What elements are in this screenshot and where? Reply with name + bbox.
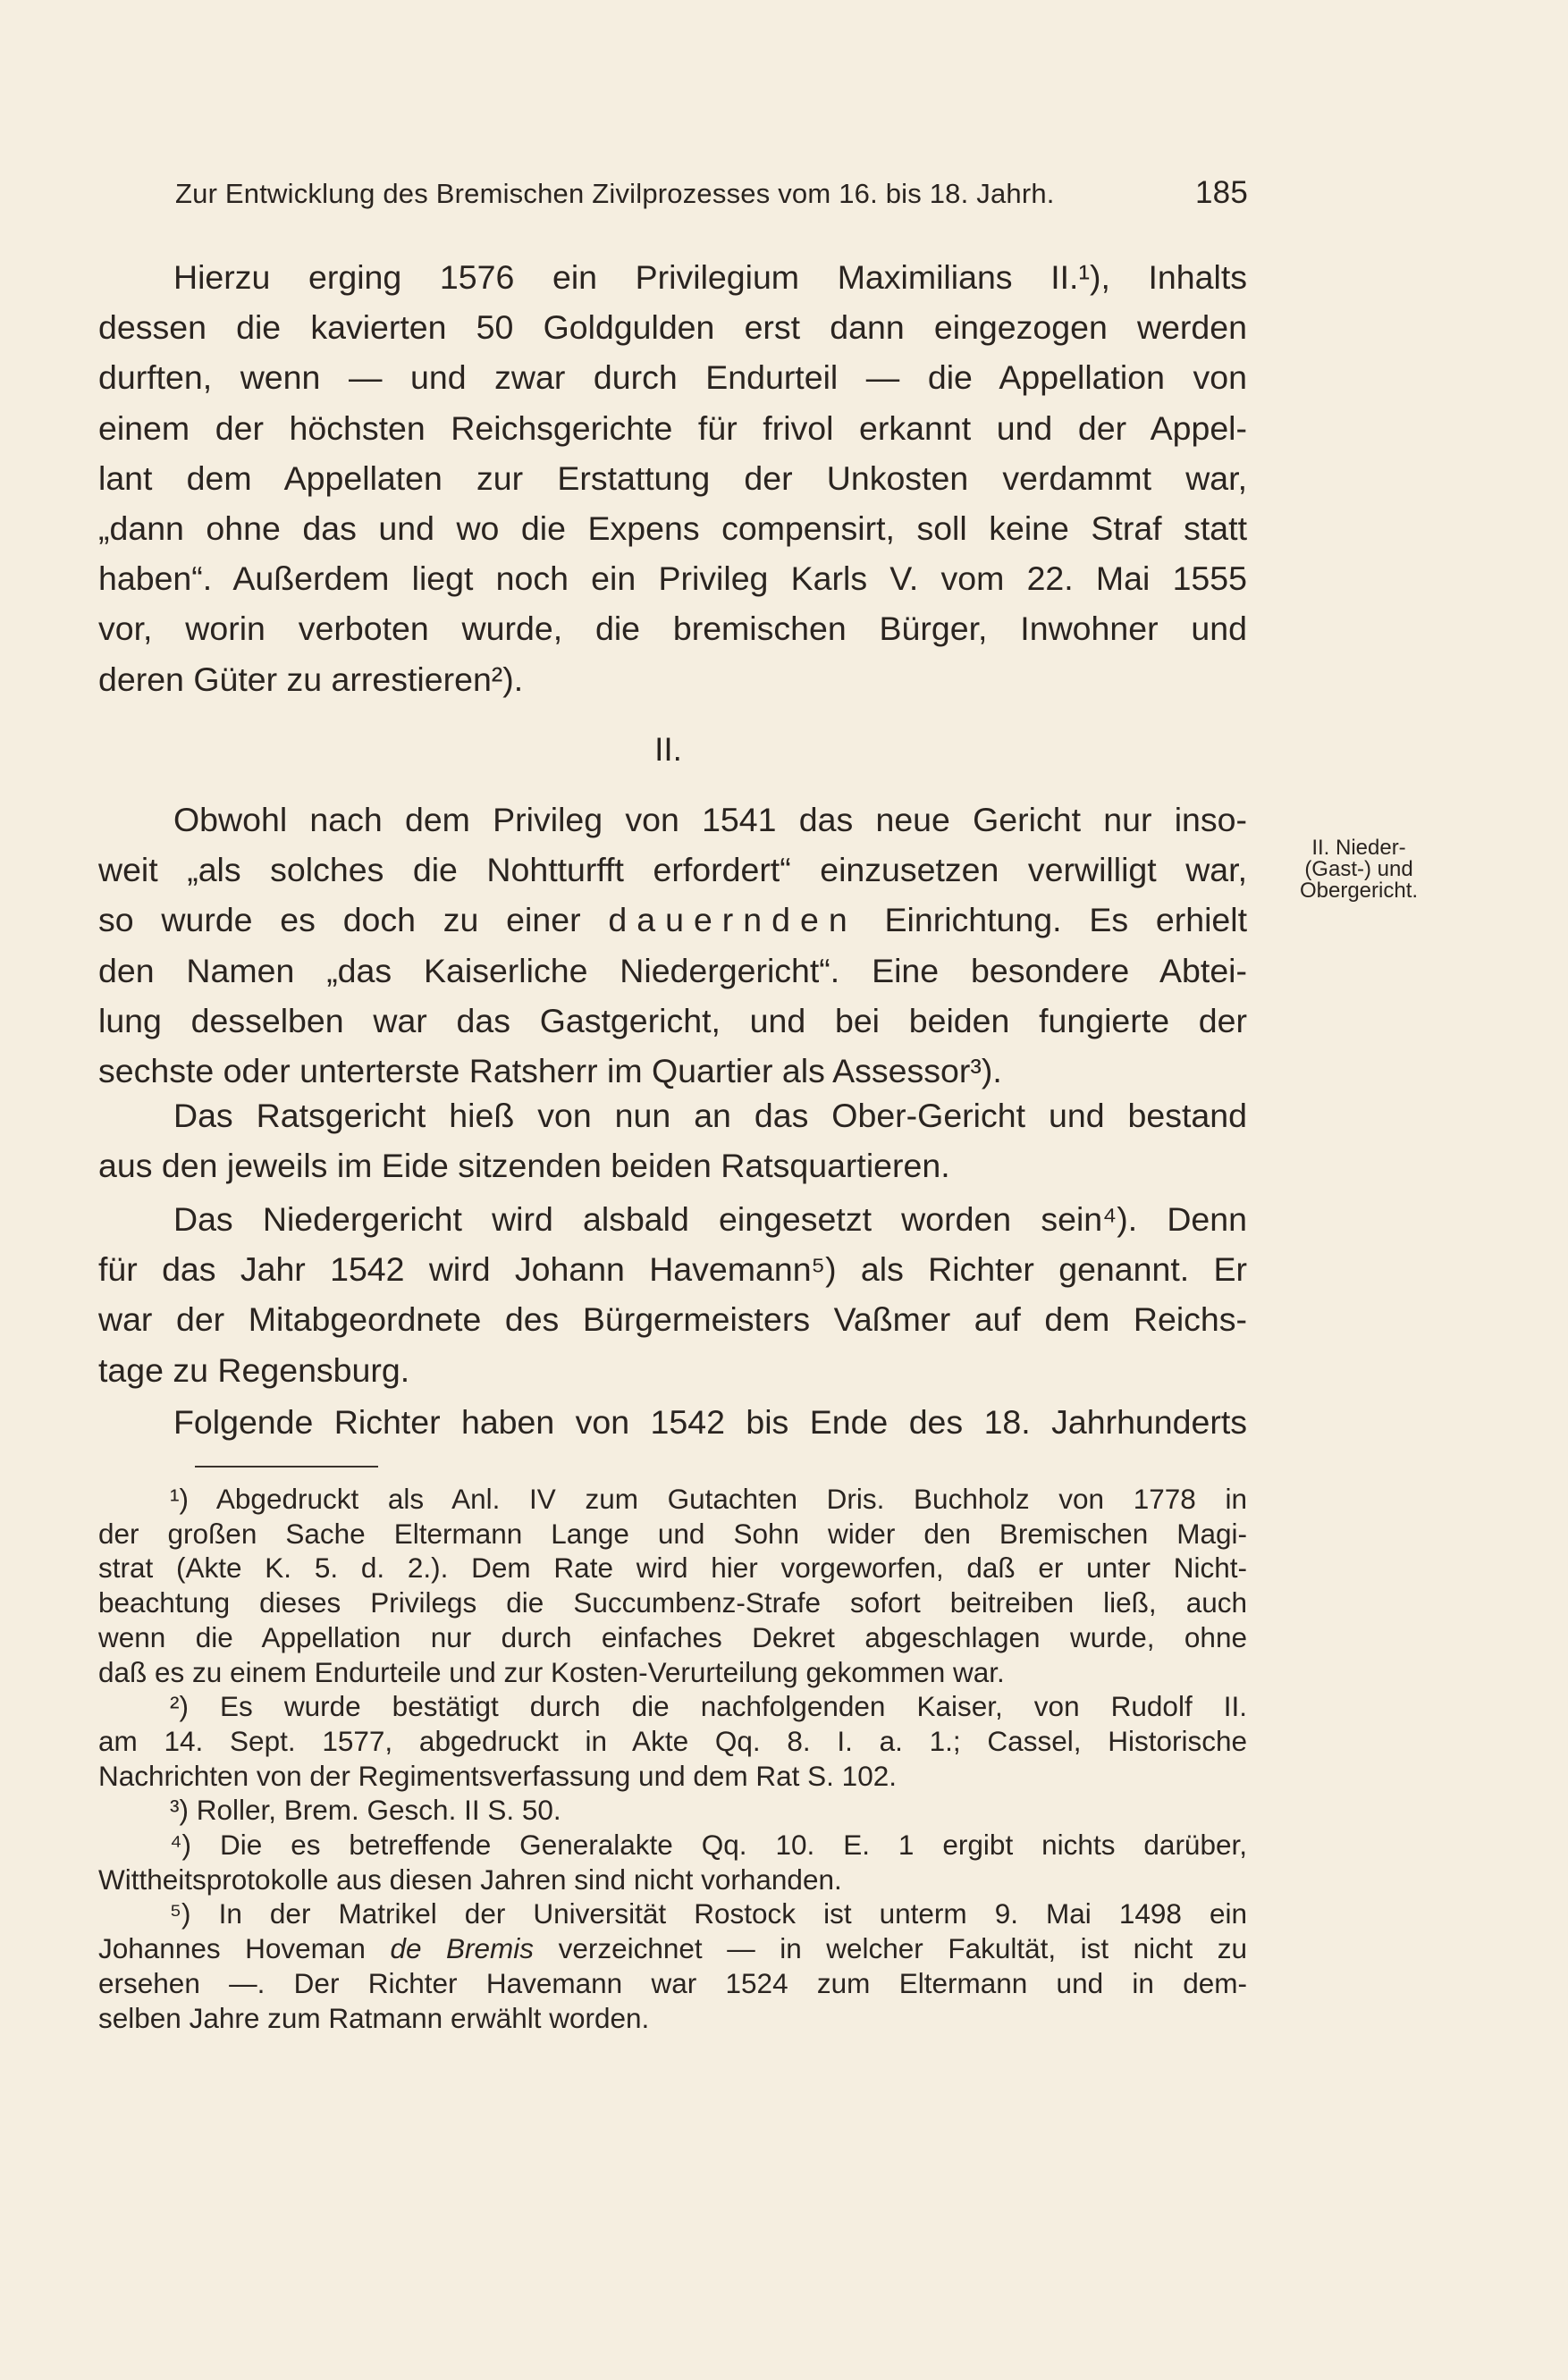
footnote-line: am 14. Sept. 1577, abgedruckt in Akte Qq. 8. I. a. 1.; Cassel, Historische [98,1724,1247,1757]
footnote-3 [98,1793,1247,1828]
margin-note-line: Obergericht. [1299,879,1419,903]
text-line: Obwohl nach dem Privileg von 1541 das neue Gericht nur inso- [173,801,1247,838]
text-line: deren Güter zu arrestieren²). [98,660,524,698]
footnote-line: Nachrichten von der Regimentsverfassung und dem Rat S. 102. [98,1759,897,1792]
text-line: „dann ohne das und wo die Expens compensirt, soll keine Straf statt [98,509,1247,548]
footnote-line: beachtung dieses Privilegs die Succumbenz-Strafe sofort beitreiben ließ, auch [98,1586,1247,1619]
margin-note-line: (Gast-) und [1304,857,1413,881]
footnote-line: ⁴) Die es betreffende Generalakte Qq. 10. E. 1 ergibt nichts darüber, [170,1829,1247,1862]
footnote-4 [98,1828,1247,1896]
paragraph-4 [98,1194,1247,1395]
footnote-1 [98,1482,1247,1689]
text-line: Das Niedergericht wird alsbald eingesetzt worden sein⁴). Denn [173,1200,1247,1238]
footnote-line [98,1931,1247,1966]
text-line: weit „als solches die Nohtturfft erfordert“ einzusetzen verwilligt war, [98,851,1247,889]
text-line: den Namen „das Kaiserliche Niedergericht“. Eine besondere Abtei- [98,951,1247,989]
section-heading: II. [654,731,682,768]
page-number: 185 [1195,175,1248,210]
text-line: Das Ratsgericht hieß von nun an das Ober-Gericht und bestand [173,1097,1247,1134]
running-title: Zur Entwicklung des Bremischen Zivilprozesses vom 16. bis 18. Jahrh. [175,178,1055,209]
margin-note-line: II. Nieder- [1311,836,1406,860]
text-line: einem der höchsten Reichsgerichte für frivol erkannt und der Appel- [98,408,1247,447]
text-line: für das Jahr 1542 wird Johann Havemann⁵) als Richter genannt. Er [98,1250,1247,1289]
text-line: sechste oder unterterste Ratsherr im Quartier als Assessor³). [98,1052,1002,1090]
footnote-line: selben Jahre zum Ratmann erwählt worden. [98,2001,650,2034]
footnote-line: strat (Akte K. 5. d. 2.). Dem Rate wird hier vorgeworfen, daß er unter Nicht- [98,1552,1247,1585]
text-line: Hierzu erging 1576 ein Privilegium Maximilians II.¹), Inhalts [173,258,1247,296]
paragraph-2 [98,795,1247,1096]
footnote-line: ²) Es wurde bestätigt durch die nachfolgenden Kaiser, von Rudolf II. [170,1690,1247,1723]
paragraph-5 [98,1397,1247,1447]
text-line: haben“. Außerdem liegt noch ein Privileg Karls V. vom 22. Mai 1555 [98,559,1247,598]
footnote-line: ersehen —. Der Richter Havemann war 1524 zum Eltermann und in dem- [98,1966,1247,1999]
text-line: vor, worin verboten wurde, die bremischen Bürger, Inwohner und [98,610,1247,648]
text-line: tage zu Regensburg. [98,1350,410,1389]
footnote-line: daß es zu einem Endurteile und zur Kosten-Verurteilung gekommen war. [98,1655,1005,1688]
text-line: Folgende Richter haben von 1542 bis Ende des 18. Jahrhunderts [173,1403,1247,1441]
text-line [98,895,1247,945]
text-line: lant dem Appellaten zur Erstattung der Unkosten verdammt war, [98,458,1247,497]
footnotes [98,1482,1247,2035]
paragraph-3 [98,1090,1247,1190]
text-line: aus den jeweils im Eide sitzenden beiden Ratsquartieren. [98,1147,950,1185]
italic-fragment: de Bremis [390,1932,535,1965]
footnote-line: wenn die Appellation nur durch einfaches Dekret abgeschlagen wurde, ohne [98,1620,1247,1653]
spaced-emphasis: dauernden [608,901,857,939]
text-line: dessen die kavierten 50 Goldgulden erst dann eingezogen werden [98,308,1247,347]
footnote-line: ³) Roller, Brem. Gesch. II S. 50. [170,1794,561,1827]
text-fragment: Einrichtung. Es erhielt [884,901,1248,939]
footnote-line: ¹) Abgedruckt als Anl. IV zum Gutachten Dris. Buchholz von 1778 in [170,1483,1247,1515]
footnote-divider [195,1466,378,1468]
text-line: war der Mitabgeordnete des Bürgermeisters Vaßmer auf dem Reichs- [98,1300,1247,1339]
margin-note [1269,837,1448,902]
footnote-line: ⁵) In der Matrikel der Universität Rostock ist unterm 9. Mai 1498 ein [170,1897,1247,1930]
footnote-line: Wittheitsprotokolle aus diesen Jahren sind nicht vorhanden. [98,1863,842,1896]
footnote-5 [98,1896,1247,2035]
text-fragment: verzeichnet — in welcher Fakultät, ist nicht zu [558,1932,1247,1965]
footnote-2 [98,1689,1247,1793]
footnote-line: der großen Sache Eltermann Lange und Sohn wider den Bremischen Magi- [98,1517,1247,1550]
text-fragment: so wurde es doch zu einer [98,901,581,939]
text-fragment: Johannes Hoveman [98,1932,366,1965]
text-line: durften, wenn — und zwar durch Endurteil — die Appellation von [98,358,1247,397]
paragraph-1 [98,252,1247,704]
running-head [175,175,1248,211]
text-line: lung desselben war das Gastgericht, und bei beiden fungierte der [98,1001,1247,1039]
